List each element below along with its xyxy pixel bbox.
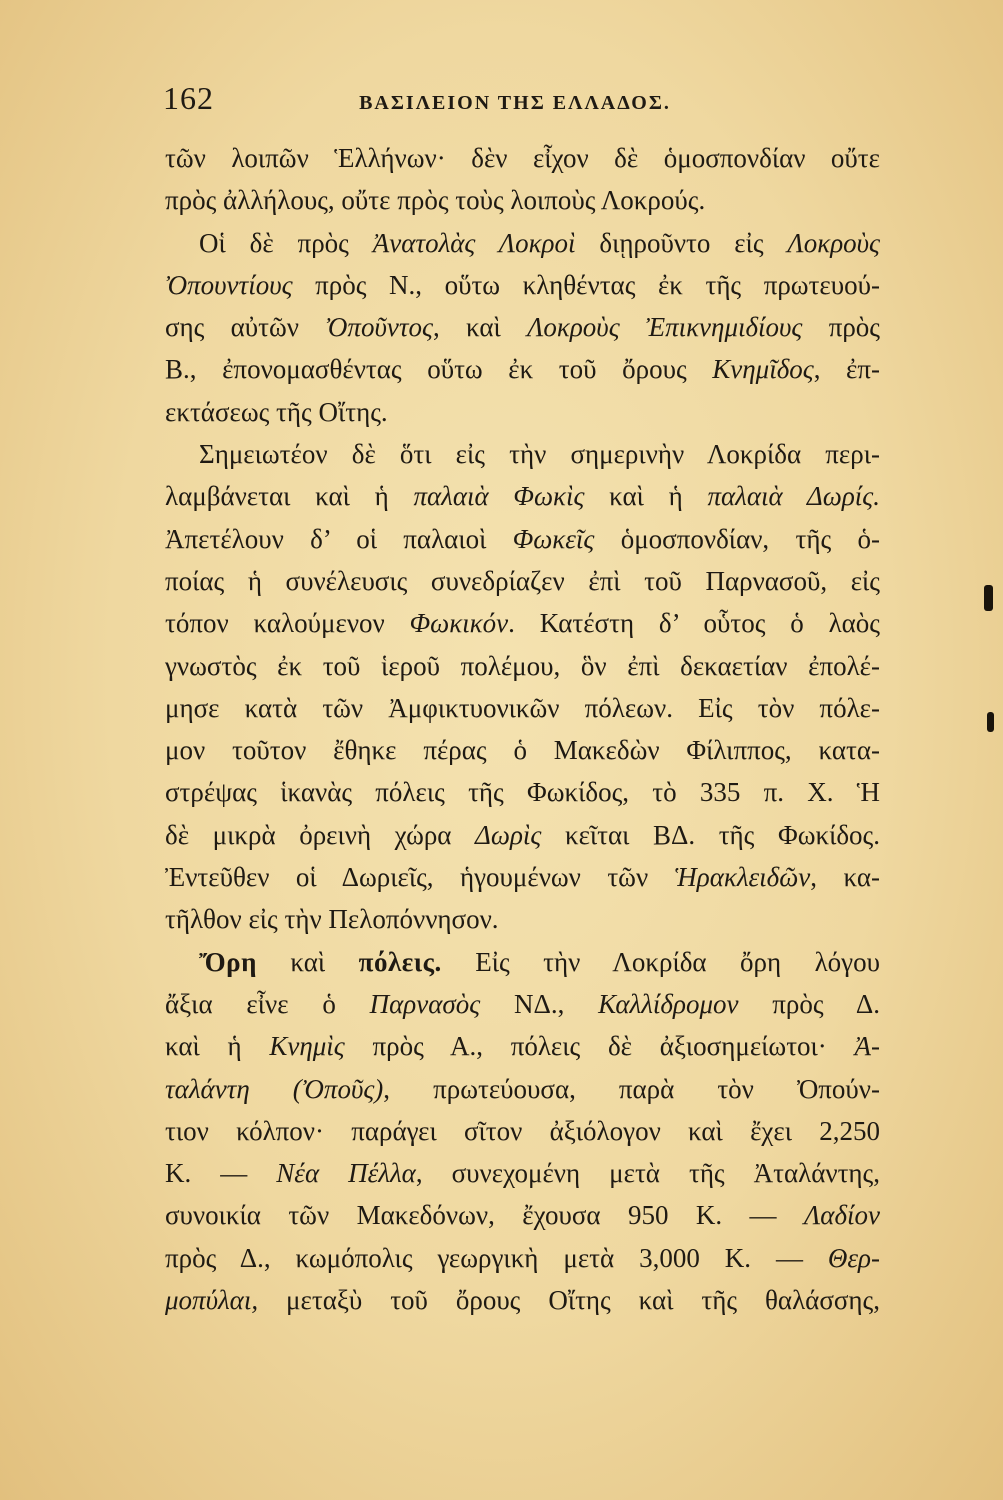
text-segment: τιον κόλπον· παράγει σῖτον ἀξιόλογον καὶ ἔχει 2,250 (165, 1115, 880, 1146)
text-line (165, 1025, 880, 1067)
italic-term: Κνημῖδος (712, 354, 814, 385)
text-segment: Β., ἐπονομασθέντας οὕτω ἐκ τοῦ ὄρους (165, 354, 713, 385)
text-line (165, 179, 880, 221)
text-line (165, 433, 880, 475)
text-segment: , συνεχομένη μετὰ τῆς Ἀταλάντης, (415, 1158, 880, 1189)
text-segment: λαμβάνεται καὶ ἡ (165, 481, 414, 512)
italic-term: Λοκροὺς Ἐπικνημιδίους (527, 312, 803, 343)
italic-term: Νέα Πέλλα (276, 1158, 416, 1189)
text-segment: κεῖται ΒΔ. τῆς Φωκίδος. (541, 819, 880, 850)
text-line (165, 137, 880, 179)
text-segment: πρὸς Δ., κωμόπολις γεωργικὴ μετὰ 3,000 Κ. — (165, 1242, 828, 1273)
text-line (165, 1194, 880, 1236)
italic-term: Θερ- (827, 1242, 880, 1273)
text-body (165, 137, 880, 1321)
text-segment: , κα- (810, 862, 880, 893)
text-line (165, 560, 880, 602)
text-segment: μησε κατὰ τῶν Ἀμφικτυονικῶν πόλεων. Εἰς τὸν πόλε- (165, 692, 880, 723)
text-line (165, 687, 880, 729)
section-heading-bold: πόλεις. (358, 946, 442, 977)
text-line (165, 729, 880, 771)
text-segment: ὁμοσπονδίαν, τῆς ὁ- (594, 523, 880, 554)
text-segment: Ἐντεῦθεν οἱ Δωριεῖς, ἡγουμένων τῶν (165, 862, 675, 893)
text-segment: πρὸς ἀλλήλους, οὔτε πρὸς τοὺς λοιποὺς Λοκρούς. (165, 185, 706, 216)
text-segment: καὶ ἡ (165, 1031, 270, 1062)
text-line (165, 983, 880, 1025)
text-segment: γνωστὸς ἐκ τοῦ ἱεροῦ πολέμου, ὃν ἐπὶ δεκαετίαν ἐπολέ- (165, 650, 880, 681)
text-segment: , πρωτεύουσα, παρὰ τὸν Ὀπούν- (383, 1073, 880, 1104)
text-segment: , καὶ (432, 312, 528, 343)
text-segment: μον τοῦτον ἔθηκε πέρας ὁ Μακεδὼν Φίλιππος, κατα- (165, 735, 880, 766)
text-segment: καὶ (256, 946, 359, 977)
text-line (165, 1279, 880, 1321)
text-segment: πρὸς Ν., οὕτω κληθέντας ἐκ τῆς πρωτευού- (292, 269, 880, 300)
text-segment: Κ. — (165, 1158, 277, 1189)
text-segment: ΝΔ., (480, 988, 599, 1019)
text-line (165, 222, 880, 264)
text-line (165, 645, 880, 687)
text-segment: συνοικία τῶν Μακεδόνων, ἔχουσα 950 Κ. — (165, 1200, 804, 1231)
text-segment: μεταξὺ τοῦ ὄρους Οἴτης καὶ τῆς θαλάσσης, (258, 1285, 880, 1316)
text-line (165, 856, 880, 898)
text-line (165, 518, 880, 560)
text-segment: διῃροῦντο εἰς (575, 227, 788, 258)
italic-term: Φωκικόν (409, 608, 509, 639)
italic-term: Ὀποῦντος (325, 312, 433, 343)
italic-term: ταλάντη (Ὀποῦς) (165, 1073, 384, 1104)
text-line (165, 306, 880, 348)
italic-term: Καλλίδρομον (598, 988, 739, 1019)
italic-term: Ἀ- (854, 1031, 880, 1062)
text-segment: ἄξια εἶνε ὁ (165, 988, 370, 1019)
text-line (165, 771, 880, 813)
text-line (165, 1237, 880, 1279)
scan-edge-mark (984, 585, 993, 611)
text-line (165, 898, 880, 940)
text-segment: σης αὐτῶν (165, 312, 326, 343)
text-line (165, 602, 880, 644)
italic-term: Ἡρακλειδῶν (674, 862, 811, 893)
text-segment: Σημειωτέον δὲ ὅτι εἰς τὴν σημερινὴν Λοκρίδα περι- (199, 439, 880, 470)
italic-term: Ἀνατολὰς Λοκροὶ (372, 227, 576, 258)
text-segment: τῶν λοιπῶν Ἑλλήνων· δὲν εἶχον δὲ ὁμοσπονδίαν οὔτε (165, 143, 880, 173)
italic-term: Φωκεῖς (512, 523, 595, 554)
running-title: ΒΑΣΙΛΕΙΟΝ ΤΗΣ ΕΛΛΑΔΟΣ. (359, 92, 671, 114)
text-line (165, 348, 880, 390)
text-segment: ποίας ἡ συνέλευσις συνεδρίαζεν ἐπὶ τοῦ Παρνασοῦ, εἰς (165, 565, 880, 596)
text-segment: πρὸς (802, 312, 880, 343)
italic-term: παλαιὰ Δωρίς. (707, 481, 880, 512)
italic-term: Δωρὶς (475, 819, 542, 850)
text-segment: Ἀπετέλουν δ’ οἱ παλαιοὶ (165, 523, 513, 554)
text-segment: πρὸς Α., πόλεις δὲ ἀξιοσημείωτοι· (344, 1031, 855, 1062)
text-line (165, 475, 880, 517)
text-line (165, 1110, 880, 1152)
page-number: 162 (163, 80, 214, 116)
italic-term: Λαδίον (803, 1200, 880, 1231)
text-line (165, 814, 880, 856)
italic-term: μοπύλαι, (165, 1285, 259, 1316)
section-heading-bold: Ὄρη (199, 946, 257, 977)
text-segment: τῆλθον εἰς τὴν Πελοπόννησον. (165, 904, 499, 935)
scan-edge-mark (987, 712, 994, 732)
italic-term: Λοκροὺς (787, 227, 880, 258)
text-segment: πρὸς Δ. (738, 988, 880, 1019)
italic-term: Κνημὶς (269, 1031, 345, 1062)
text-segment: δὲ μικρὰ ὀρεινὴ χώρα (165, 819, 476, 850)
italic-term: Ὀπουντίους (165, 269, 293, 300)
text-line (165, 1152, 880, 1194)
text-line (165, 264, 880, 306)
italic-term: παλαιὰ Φωκὶς (413, 481, 585, 512)
text-segment: Οἱ δὲ πρὸς (199, 227, 373, 258)
text-segment: Εἰς τὴν Λοκρίδα ὄρη λόγου (441, 946, 880, 977)
text-segment: στρέψας ἱκανὰς πόλεις τῆς Φωκίδος, τὸ 335 π. Χ. Ἡ (165, 777, 880, 808)
italic-term: Παρνασὸς (369, 988, 481, 1019)
text-line (165, 1068, 880, 1110)
text-segment: . Κατέστη δ’ οὗτος ὁ λαὸς (508, 608, 880, 639)
text-segment: καὶ ἡ (584, 481, 708, 512)
text-line (165, 941, 880, 983)
text-segment: τόπον καλούμενον (165, 608, 410, 639)
text-segment: εκτάσεως τῆς Οἴτης. (165, 396, 388, 427)
text-segment: , ἐπ- (813, 354, 881, 385)
text-line (165, 391, 880, 433)
